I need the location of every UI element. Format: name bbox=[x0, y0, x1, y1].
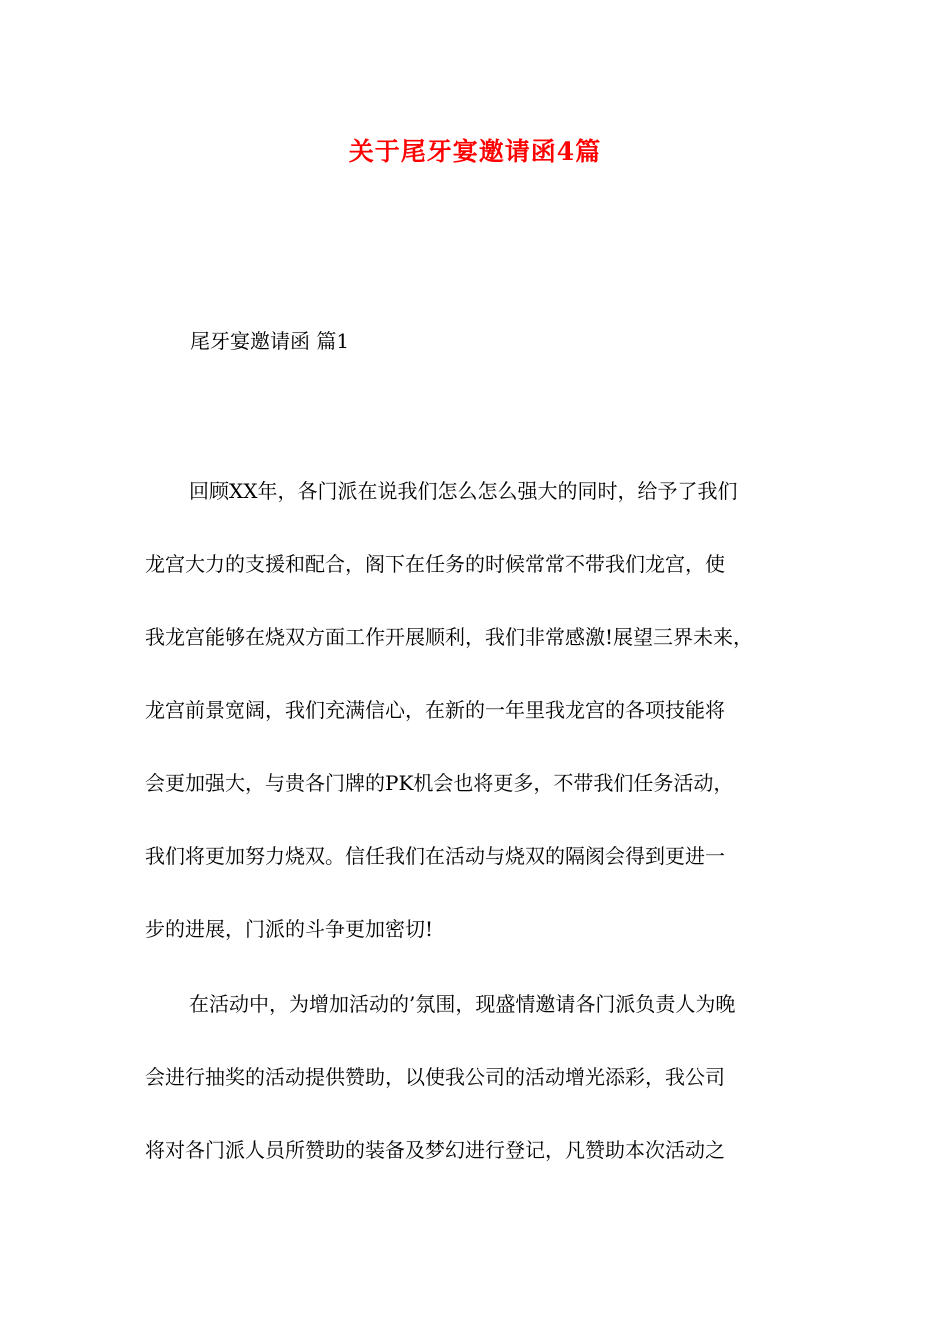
paragraph-line: 龙宫前景宽阔，我们充满信心，在新的一年里我龙宫的各项技能将 bbox=[145, 698, 725, 722]
paragraph-line: 我们将更加努力烧双。信任我们在活动与烧双的隔阂会得到更进一 bbox=[145, 844, 725, 868]
document-title: 关于尾牙宴邀请函4篇 bbox=[348, 137, 602, 166]
paragraph-line: 我龙宫能够在烧双方面工作开展顺利，我们非常感激!展望三界未来， bbox=[145, 625, 754, 649]
paragraph-line: 在活动中，为增加活动的’氛围，现盛情邀请各门派负责人为晚 bbox=[189, 992, 736, 1016]
paragraph-line: 会进行抽奖的活动提供赞助，以使我公司的活动增光添彩，我公司 bbox=[145, 1065, 725, 1089]
paragraph-line: 回顾XX年，各门派在说我们怎么怎么强大的同时，给予了我们 bbox=[189, 479, 738, 503]
section-heading: 尾牙宴邀请函 篇1 bbox=[190, 329, 350, 353]
paragraph-line: 会更加强大，与贵各门牌的PK机会也将更多，不带我们任务活动， bbox=[145, 771, 734, 795]
paragraph-1 bbox=[145, 455, 825, 966]
paragraph-line: 龙宫大力的支援和配合，阁下在任务的时候常常不带我们龙宫，使 bbox=[145, 552, 725, 576]
paragraph-line: 将对各门派人员所赞助的装备及梦幻进行登记，凡赞助本次活动之 bbox=[145, 1138, 725, 1162]
paragraph-line: 步的进展，门派的斗争更加密切! bbox=[145, 917, 434, 941]
paragraph-2 bbox=[145, 968, 825, 1187]
